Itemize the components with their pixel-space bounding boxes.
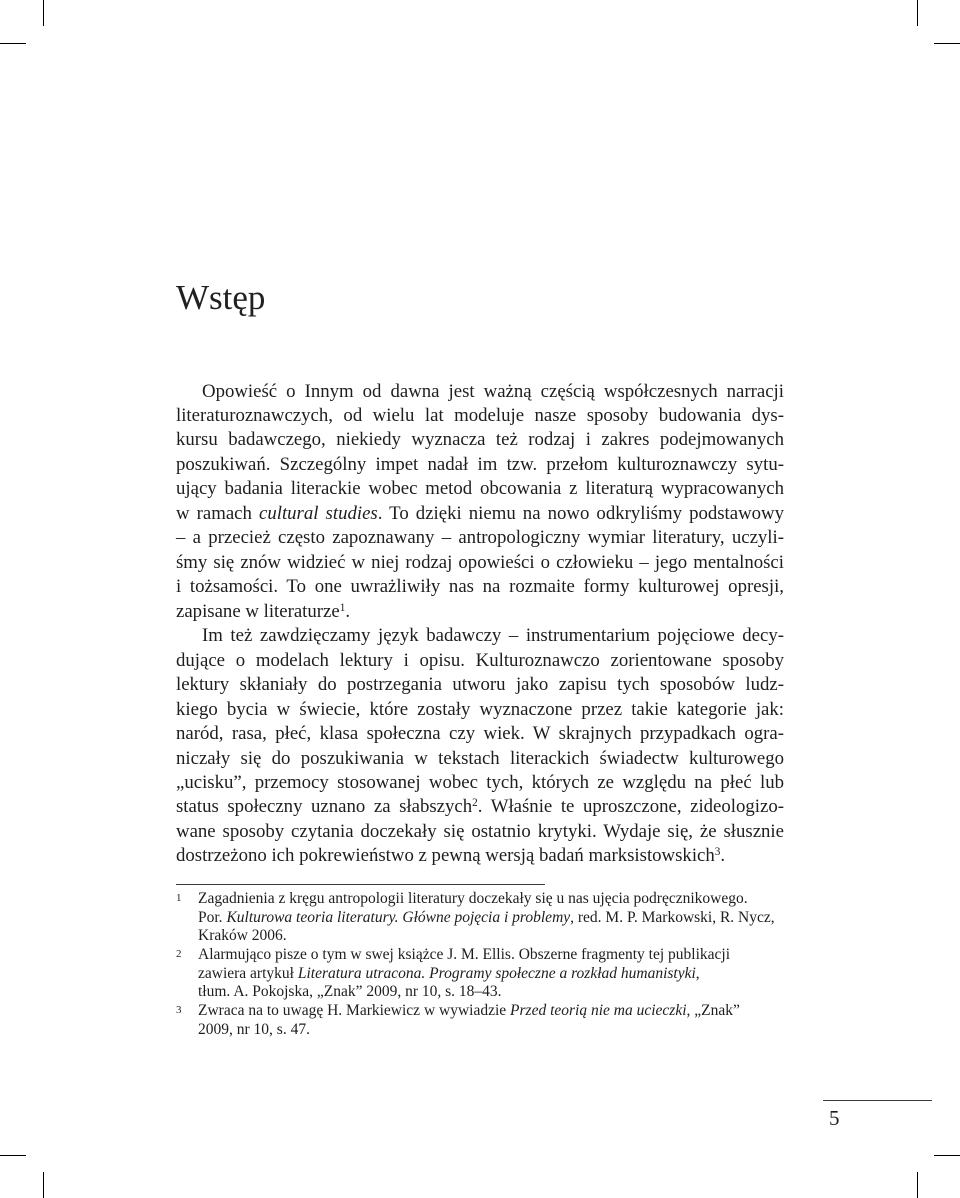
text-line	[176, 698, 784, 722]
footnotes	[176, 890, 784, 1040]
paragraph	[176, 380, 784, 625]
text-run: literaturoznawczych, od wielu lat modeluje nasze sposoby budowania dys-	[176, 404, 784, 426]
text-line	[176, 820, 784, 844]
text-line	[176, 747, 784, 771]
text-run: naród, rasa, płeć, klasa społeczna czy wiek. W skrajnych przypadkach ogra-	[176, 723, 784, 745]
crop-mark-top-left-horizontal	[0, 43, 26, 44]
text-run: kiego bycia w świecie, które zostały wyznaczone przez takie kategorie jak:	[176, 698, 784, 720]
text-run: .	[720, 845, 726, 867]
chapter-title: Wstęp	[176, 278, 266, 317]
body-text	[176, 380, 784, 869]
crop-mark-top-right-vertical	[917, 0, 918, 26]
text-line	[176, 477, 784, 501]
text-run: poszukiwań. Szczególny impet nadał im tzw. przełom kulturoznawczy sytu-	[176, 453, 784, 475]
text-run: 2009, nr 10, s. 47.	[198, 1020, 310, 1038]
paragraph	[176, 624, 784, 869]
text-run: Zwraca na to uwagę H. Markiewicz w wywiadzie	[198, 1002, 511, 1020]
text-line	[176, 600, 784, 624]
text-run: ujący badania literackie wobec metod obcowania z literaturą wypracowanych	[176, 478, 784, 500]
text-run: . To dzięki niemu na nowo odkryliśmy podstawowy	[377, 502, 785, 524]
crop-mark-bottom-right-vertical	[917, 1172, 918, 1198]
text-line	[176, 771, 784, 795]
text-run: Alarmująco pisze o tym w swej książce J. M. Ellis. Obszerne fragmenty tej publikacji	[198, 946, 731, 964]
text-run: i tożsamości. To one uwrażliwiły nas na rozmaite formy kulturowej opresji,	[176, 576, 784, 598]
text-run: .	[345, 600, 351, 622]
text-run: tłum. A. Pokojska, „Znak” 2009, nr 10, s. 18–43.	[198, 983, 502, 1001]
text-line	[176, 502, 784, 526]
text-line	[176, 428, 784, 452]
footnote-line	[198, 983, 784, 1002]
footnote-line	[198, 1002, 784, 1021]
footnote-reference: 1	[339, 601, 346, 614]
text-run: Por.	[198, 908, 227, 926]
crop-mark-bottom-left-horizontal	[0, 1155, 26, 1156]
footnote-line	[198, 946, 784, 965]
text-run: . Właśnie te uproszczone, zideologizo-	[477, 796, 784, 818]
text-line	[176, 795, 784, 819]
text-run: dujące o modelach lektury i opisu. Kulturoznawczo zorientowane sposoby	[176, 649, 784, 671]
page-number-rule	[823, 1100, 932, 1101]
text-run: zapisane w literaturze	[176, 600, 340, 622]
text-line	[176, 722, 784, 746]
text-run: śmy się znów widzieć w niej rodzaj opowieści o człowieku – jego mentalności	[176, 551, 784, 573]
text-line	[176, 453, 784, 477]
text-run: „ucisku”, przemocy stosowanej wobec tych, których ze względu na płeć lub	[176, 772, 784, 793]
text-run: kursu badawczego, niekiedy wyznacza też rodzaj i zakres podejmowanych	[176, 429, 784, 451]
text-line	[176, 404, 784, 428]
text-run: status społeczny uznano za słabszych	[176, 796, 473, 818]
footnote-number: 1	[176, 892, 182, 904]
footnote-reference: 2	[472, 797, 478, 810]
footnote-line	[198, 890, 784, 909]
text-run: Kraków 2006.	[198, 927, 287, 945]
footnote-number: 2	[176, 948, 182, 961]
italic-text: Kulturowa teoria literatury. Główne pojęcia i problemy	[226, 908, 571, 926]
page-number: 5	[829, 1106, 840, 1130]
footnote-separator	[176, 884, 545, 885]
footnote-number: 3	[176, 1004, 182, 1017]
footnote	[176, 890, 784, 946]
text-line	[176, 575, 784, 599]
text-line	[176, 844, 784, 868]
footnote-line	[198, 909, 784, 928]
text-run: ,	[695, 964, 700, 982]
crop-mark-bottom-right-horizontal	[934, 1155, 960, 1156]
text-run: lektury skłaniały do postrzegania utworu jako zapisu tych sposobów ludz-	[176, 674, 784, 696]
text-run: , „Znak”	[686, 1002, 740, 1020]
text-run: , red. M. P. Markowski, R. Nycz,	[570, 908, 775, 926]
text-line	[176, 673, 784, 697]
footnote-line	[198, 1021, 784, 1040]
text-run: zawiera artykuł	[198, 964, 298, 982]
text-run: Opowieść o Innym od dawna jest ważną częścią współczesnych narracji	[202, 380, 784, 402]
footnote	[176, 1002, 784, 1039]
footnote-line	[198, 965, 784, 984]
text-line	[176, 380, 784, 404]
footnote	[176, 946, 784, 1002]
crop-mark-top-right-horizontal	[934, 43, 960, 44]
text-run: wane sposoby czytania doczekały się ostatnio krytyki. Wydaje się, że słusznie	[176, 820, 784, 842]
text-run: niczały się do poszukiwania w tekstach literackich świadectw kulturowego	[176, 747, 784, 769]
italic-text: Literatura utracona. Programy społeczne a rozkład humanistyki	[297, 964, 696, 982]
crop-mark-top-left-vertical	[43, 0, 44, 26]
italic-text: cultural studies	[259, 502, 378, 524]
footnote-reference: 3	[714, 846, 721, 859]
text-run: Im też zawdzięczamy język badawczy – instrumentarium pojęciowe decy-	[202, 625, 784, 647]
text-run: w ramach	[176, 502, 259, 524]
crop-mark-bottom-left-vertical	[43, 1172, 44, 1198]
text-line	[176, 649, 784, 673]
text-line	[176, 551, 784, 575]
text-line	[176, 624, 784, 648]
text-run: – a przecież często zapoznawany – antropologiczny wymiar literatury, uczyli-	[176, 527, 784, 549]
text-run: Zagadnienia z kręgu antropologii literatury doczekały się u nas ujęcia podręcznikowego.	[198, 890, 748, 907]
text-run: dostrzeżono ich pokrewieństwo z pewną wersją badań marksistowskich	[176, 845, 715, 867]
text-line	[176, 526, 784, 550]
footnote-line	[198, 927, 784, 946]
italic-text: Przed teorią nie ma ucieczki	[510, 1002, 687, 1020]
